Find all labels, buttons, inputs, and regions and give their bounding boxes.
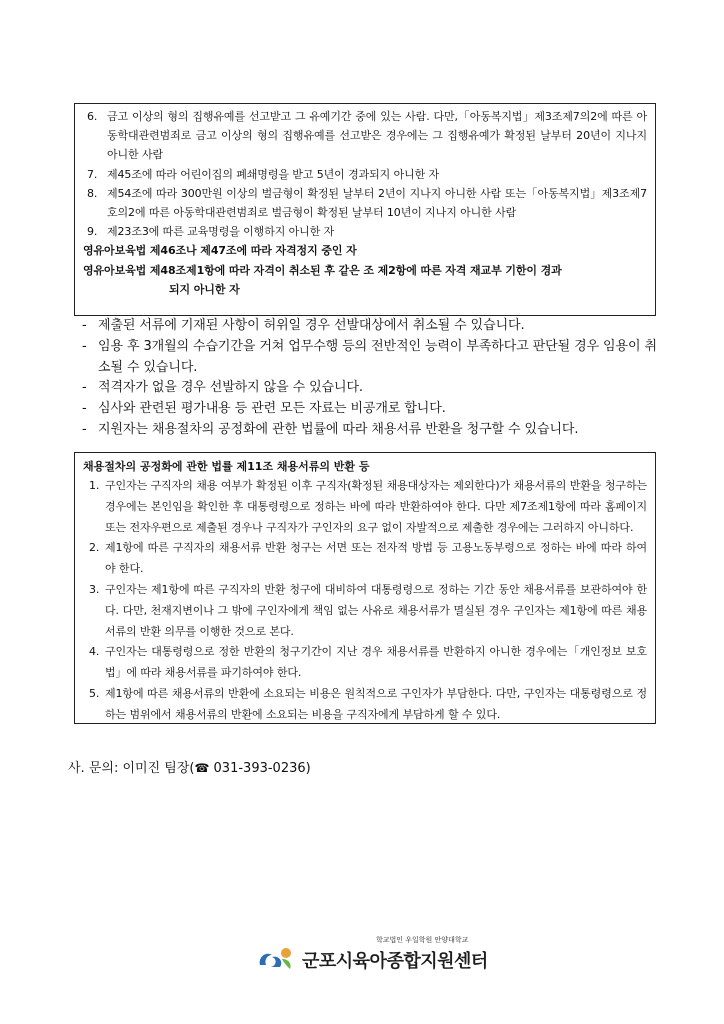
dash-bullet: -	[82, 318, 87, 333]
item-number: 7.	[87, 167, 98, 181]
center-name: 군포시육아종합지원센터	[302, 951, 488, 972]
item-text: 제23조3에 따른 교육명령을 이행하지 아니한 자	[107, 225, 335, 239]
note-text: 적격자가 없을 경우 선발하지 않을 수 있습니다.	[98, 380, 363, 396]
note-item	[82, 316, 662, 337]
item-text: 금고 이상의 형의 집행유예를 선고받고 그 유예기간 중에 있는 사람. 다만,「아동복지법」제3조제7의2에 따른 아동학대관련범죄로 금고 이상의 형의 집행유예를 선고받은 경우에는 그 집행유예가 확정된 날부터 20년이 지나지 아니한 사람	[107, 110, 647, 162]
item-number: 1.	[89, 479, 100, 492]
disqualification-box	[74, 103, 656, 316]
list-item	[83, 684, 647, 726]
item-text: 구인자는 구직자의 채용 여부가 확정된 이후 구직자(확정된 채용대상자는 제외한다)가 채용서류의 반환을 청구하는 경우에는 본인임을 확인한 후 대통령령으로 정하는 바에 따라 반환하여야 한다. 다만 제7조제1항에 따라 홈페이지 또는 전자우편으로 제출된 경우나 구직자가 구인자의 요구 없이 자발적으로 제출한 경우에는 그러하지 아니하다.	[105, 479, 647, 534]
dash-bullet: -	[82, 421, 87, 437]
item-number: 3.	[89, 582, 100, 596]
item-number: 9.	[87, 225, 98, 239]
note-text: 지원자는 채용절차의 공정화에 관한 법률에 따라 채용서류 반환을 청구할 수 있습니다.	[98, 421, 579, 437]
item-text: 제45조에 따라 어린이집의 폐쇄명령을 받고 5년이 경과되지 아니한 자	[107, 167, 440, 181]
note-item	[82, 337, 662, 379]
list-item	[83, 580, 647, 642]
list-item	[83, 184, 647, 222]
bold-clause-2: 영유아보육법 제48조제1항에 따라 자격이 취소된 후 같은 조 제2항에 따른 자격 재교부 기한이 경과	[83, 263, 562, 277]
contact-number: 031-393-0236)	[209, 761, 311, 776]
list-item	[83, 222, 647, 241]
bold-clause-1: 영유아보육법 제46조나 제47조에 따라 자격정지 중인 자	[83, 244, 357, 258]
list-item	[83, 642, 647, 684]
note-item	[82, 399, 662, 420]
dash-bullet: -	[82, 380, 87, 396]
contact-line	[68, 757, 311, 776]
footer-subtitle: 학교법인 우일학원 안양대학교	[376, 936, 469, 944]
dash-bullet: -	[82, 338, 87, 354]
item-number: 5.	[89, 686, 100, 700]
list-item	[83, 165, 647, 184]
item-number: 2.	[89, 541, 100, 555]
item-text: 제54조에 따라 300만원 이상의 벌금형이 확정된 날부터 2년이 지나지 아니한 사람 또는「아동복지법」제3조제7호의2에 따른 아동학대관련범죄로 벌금형이 확정된 날부터 10년이 지나지 아니한 사람	[107, 186, 647, 220]
item-text: 제1항에 따른 채용서류의 반환에 소요되는 비용은 원칙적으로 구인자가 부담한다. 다만, 구인자는 대통령령으로 정하는 범위에서 채용서류의 반환에 소요되는 비용을 구직자에게 부담하게 할 수 있다.	[105, 686, 647, 721]
dash-bullet: -	[82, 401, 87, 417]
note-item	[82, 378, 662, 399]
contact-label: 사. 문의: 이미진 팀장(	[68, 761, 195, 776]
box-title: 채용절차의 공정화에 관한 법률 제11조 채용서류의 반환 등	[83, 460, 370, 473]
note-text: 임용 후 3개월의 수습기간을 거쳐 업무수행 등의 전반적인 능력이 부족하다고 판단될 경우 임용이 취소될 수 있습니다.	[98, 338, 657, 375]
list-item	[83, 107, 647, 165]
note-item	[82, 420, 662, 441]
phone-icon: ☎	[194, 761, 210, 775]
list-item	[83, 476, 647, 538]
item-number: 6.	[87, 110, 98, 123]
document-return-box	[74, 452, 656, 724]
note-text: 제출된 서류에 기재된 사항이 허위일 경우 선발대상에서 취소될 수 있습니다.	[98, 318, 525, 333]
note-text: 심사와 관련된 평가내용 등 관련 모든 자료는 비공개로 합니다.	[98, 401, 446, 417]
center-logo-icon	[256, 945, 298, 971]
item-text: 구인자는 대통령령으로 정한 반환의 청구기간이 지난 경우 채용서류를 반환하지 아니한 경우에는「개인정보 보호법」에 따라 채용서류를 파기하여야 한다.	[105, 645, 647, 680]
footer-logo-block	[256, 935, 488, 975]
item-text: 구인자는 제1항에 따른 구직자의 반환 청구에 대비하여 대통령령으로 정하는 기간 동안 채용서류를 보관하여야 한다. 다만, 천재지변이나 그 밖에 구인자에게 책임 없는 사유로 채용서류가 멸실된 경우 구인자는 제1항에 따른 채용서류의 반환 의무를 이행한 것으로 본다.	[105, 582, 647, 638]
bold-clause-2-cont: 되지 아니한 자	[169, 282, 240, 296]
item-number: 4.	[89, 645, 100, 659]
notes-list	[82, 316, 662, 441]
item-text: 제1항에 따른 구직자의 채용서류 반환 청구는 서면 또는 전자적 방법 등 고용노동부령으로 정하는 바에 따라 하여야 한다.	[105, 541, 647, 576]
item-number: 8.	[87, 186, 98, 200]
list-item	[83, 538, 647, 580]
